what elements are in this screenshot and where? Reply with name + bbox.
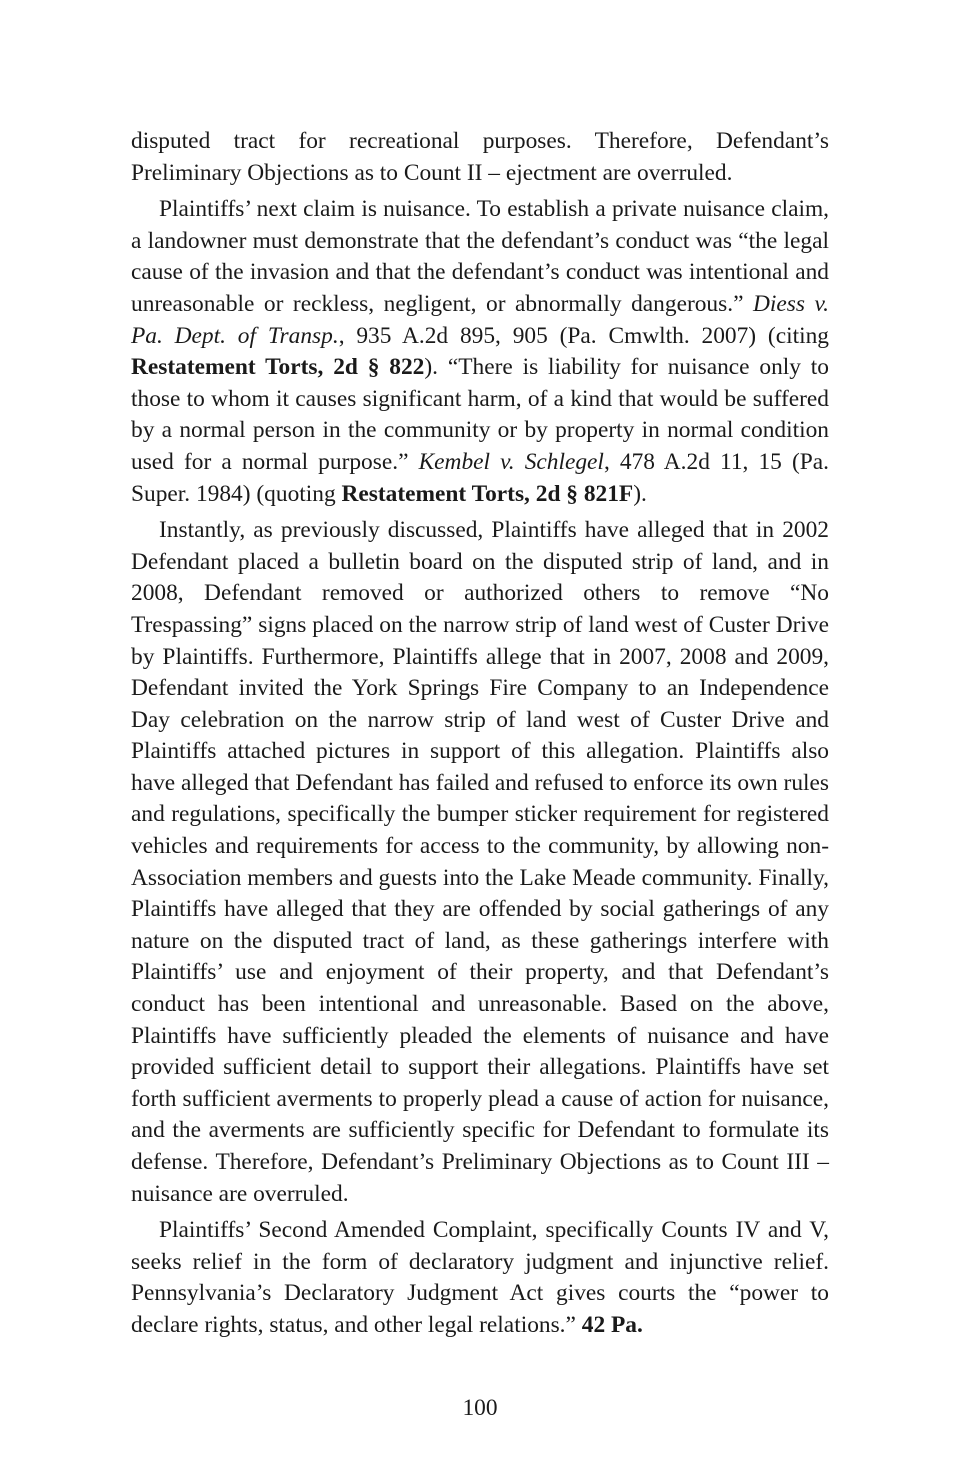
statute-citation: 42 Pa. <box>581 1311 643 1338</box>
paragraph-text: disputed tract for recreational purposes. Therefore, Defendant’s Preliminary Objections as to Count II – ejectment are overruled. <box>131 128 829 186</box>
document-body <box>131 126 829 1342</box>
paragraph-text: ). <box>633 480 647 507</box>
statute-citation: Restatement Torts, 2d § 822 <box>131 354 425 381</box>
paragraph-2 <box>131 194 829 510</box>
paragraph-text: ). “There is liability for nuisance only to those to whom it causes significant harm, of a kind that would be suffered by a normal person in the community or by property in normal condition used for a normal purpose.” <box>131 354 829 475</box>
paragraph-1 <box>131 126 829 189</box>
paragraph-4 <box>131 1215 829 1341</box>
case-citation: Kembel v. Schlegel <box>418 448 604 475</box>
paragraph-text: Plaintiffs’ next claim is nuisance. To establish a private nuisance claim, a landowner must demonstrate that the defendant’s conduct was “the legal cause of the invasion and that the defendant’s conduct was intentional and unreasonable or reckless, negligent, or abnormally dangerous.” <box>131 196 829 317</box>
case-citation: Diess v. Pa. Dept. of Transp. <box>131 290 829 349</box>
paragraph-text: , 478 A.2d 11, 15 (Pa. Super. 1984) (quoting <box>131 448 829 507</box>
page-number: 100 <box>462 1395 498 1421</box>
paragraph-text: Plaintiffs’ Second Amended Complaint, specifically Counts IV and V, seeks relief in the form of declaratory judgment and injunctive relief. Pennsylvania’s Declaratory Judgment Act gives courts the “power to declare rights, status, and other legal relations.” <box>131 1217 829 1338</box>
paragraph-text: Instantly, as previously discussed, Plaintiffs have alleged that in 2002 Defendant placed a bulletin board on the disputed strip of land, and in 2008, Defendant removed or authorized others to remove “No Trespassing” signs placed on the narrow strip of land west of Custer Drive by Plaintiffs. Furthermore, Plaintiffs allege that in 2007, 2008 and 2009, Defendant invited the York Springs Fire Company to an Independence Day celebration on the narrow strip of land west of Custer Drive and Plaintiffs attached pictures in support of this allegation. Plaintiffs also have alleged that Defendant has failed and refused to enforce its own rules and regulations, specifically the bumper sticker requirement for registered vehicles and requirements for access to the community, by allowing non-Association members and guests into the Lake Meade community. Finally, Plaintiffs have alleged that they are offended by social gatherings of any nature on the disputed tract of land, as these gatherings interfere with Plaintiffs’ use and enjoyment of their property, and that Defendant’s conduct has been intentional and unreasonable. Based on the above, Plaintiffs have sufficiently pleaded the elements of nuisance and have provided sufficient detail to support their allegations. Plaintiffs have set forth sufficient averments to properly plead a cause of action for nuisance, and the averments are sufficiently specific for Defendant to formulate its defense. Therefore, Defendant’s Preliminary Objections as to Count III – nuisance are overruled. <box>131 517 829 1207</box>
paragraph-3 <box>131 515 829 1210</box>
paragraph-text: , 935 A.2d 895, 905 (Pa. Cmwlth. 2007) (citing <box>338 322 829 349</box>
statute-citation: Restatement Torts, 2d § 821F <box>341 480 634 507</box>
